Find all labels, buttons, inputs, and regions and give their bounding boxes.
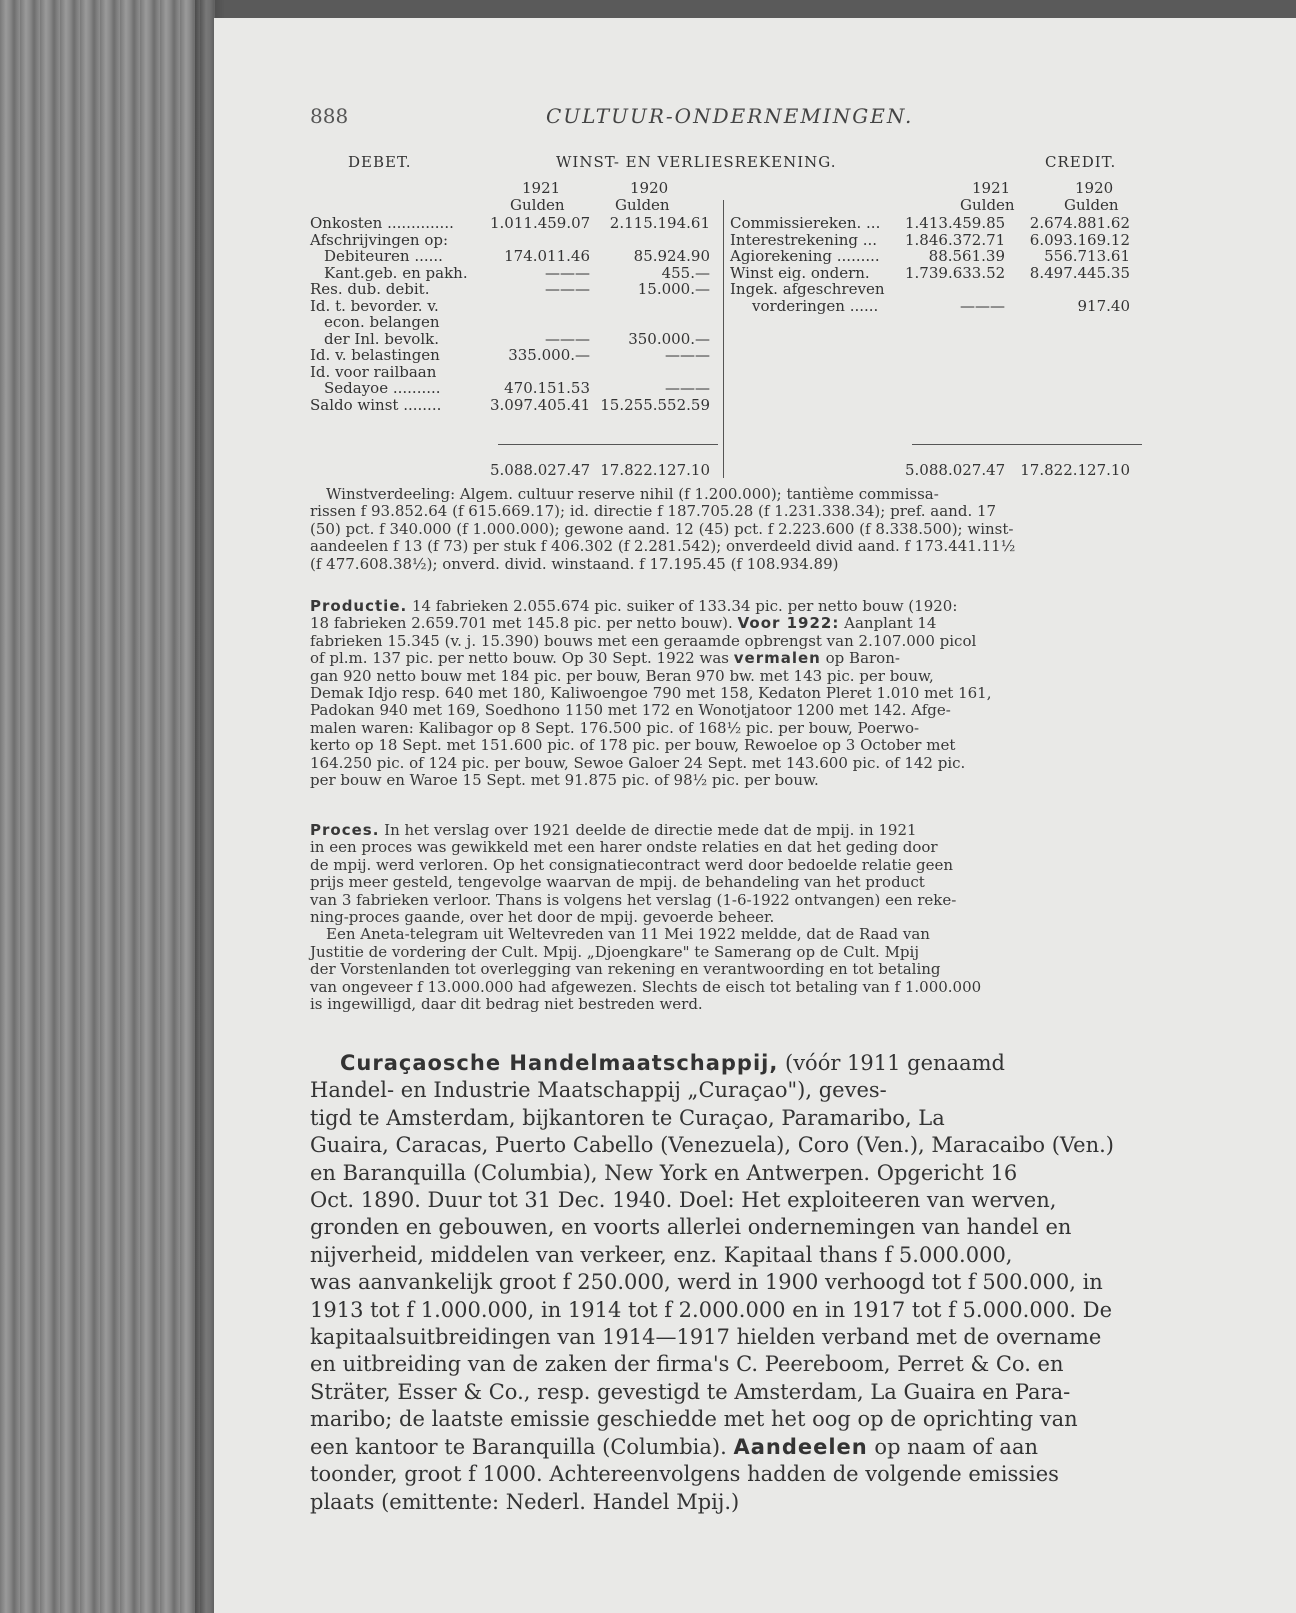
curacao-paragraph: Curaçaosche Handelmaatschappij, (vóór 1911 genaamd Handel- en Industrie Maatschappij „Curaçao"), geves- tigd te Amsterdam, bijkantoren te Curaçao, Paramaribo, La Guaira, Caracas, Puerto Cabello (Venezuela), Coro (Ven.), Maracaibo (Ven.) en Baranquilla (Columbia), New York en Antwerpen. Opgericht 16 Oct. 1890. Duur tot 31 Dec. 1940. Doel: Het exploiteeren van werven, gronden en gebouwen, en voorts allerlei ondernemingen van handel en nijverheid, middelen van verkeer, enz. Kapitaal thans f 5.000.000, was aanvankelijk groot f 250.000, werd in 1900 verhoogd tot f 500.000, in 1913 tot f 1.000.000, in 1914 tot f 2.000.000 en in 1917 tot f 5.000.000. De kapitaalsuitbreidingen van 1914—1917 hielden verband met de overname en uitbreiding van de zaken der firma's C. Peereboom, Perret & Co. en Sträter, Esser & Co., resp. gevestigd te Amsterdam, La Guaira en Para- maribo; de laatste emissie geschiedde met het oog op de oprichting van een kantoor te Baranquilla (Columbia). Aandeelen op naam of aan toonder, groot f 1000. Achtereenvolgens hadden de volgende emissies plaats (emittente: Nederl. Handel Mpij.) xyxy=(310,1051,1114,1514)
debit-unit-1921: Gulden xyxy=(510,196,565,214)
debit-year-1921: 1921 xyxy=(522,179,561,197)
debit-label: DEBET. xyxy=(348,153,412,171)
debit-row-1920: 85.924.90 xyxy=(633,247,710,265)
credit-row-1921: ——— xyxy=(960,296,1005,315)
table-title: WINST- EN VERLIESREKENING. xyxy=(556,153,837,171)
debit-row-1920: ——— xyxy=(665,346,710,364)
credit-row-label: Interestrekening ... xyxy=(730,230,878,249)
credit-sum-line xyxy=(912,444,1142,445)
winstverdeeling-line: (f 477.608.38½); onverd. divid. winstaand. f 17.195.45 (f 108.934.89) xyxy=(310,554,839,573)
running-head: CULTUUR-ONDERNEMINGEN. xyxy=(546,104,914,128)
winstverdeeling-line: Winstverdeeling: Algem. cultuur reserve nihil (f 1.200.000); tantième commissa- xyxy=(326,485,939,503)
credit-total-1921: 5.088.027.47 xyxy=(905,461,1006,479)
credit-unit-1921: Gulden xyxy=(960,196,1015,214)
page-number: 888 xyxy=(310,104,349,128)
debit-total-1921: 5.088.027.47 xyxy=(490,461,591,479)
debit-row-1920: 15.255.552.59 xyxy=(600,395,710,414)
winstverdeeling-line: rissen f 93.852.64 (f 615.669.17); id. directie f 187.705.28 (f 1.231.338.34); pref. aand. 17 xyxy=(310,502,997,521)
debit-row-1921: 335.000.— xyxy=(508,346,590,364)
debit-row-label: Debiteuren ...... xyxy=(324,247,443,265)
credit-year-1921: 1921 xyxy=(972,179,1011,197)
proces-heading: Proces. xyxy=(310,821,380,839)
credit-row-label: Commissiereken. ... xyxy=(730,214,881,232)
debit-row-1920: 455.— xyxy=(661,263,710,282)
debit-row-1921: 470.151.53 xyxy=(504,379,590,397)
book-binding xyxy=(0,0,215,1613)
debit-unit-1920: Gulden xyxy=(615,196,670,214)
credit-row-label: Ingek. afgeschreven xyxy=(730,280,885,298)
debit-row-label: Afschrijvingen op: xyxy=(310,230,449,249)
debit-row-label: der Inl. bevolk. xyxy=(324,329,439,348)
credit-row-label: Winst eig. ondern. xyxy=(730,263,870,282)
credit-row-1920: 556.713.61 xyxy=(1044,247,1130,265)
debit-row-1921: ——— xyxy=(545,280,590,298)
credit-row-label: vorderingen ...... xyxy=(752,296,879,315)
debit-row-1920: ——— xyxy=(665,379,710,397)
productie-paragraph: Productie. 14 fabrieken 2.055.674 pic. suiker of 133.34 pic. per netto bouw (1920: 18 fabrieken 2.659.701 met 145.8 pic. per netto bouw). Voor 1922: Aanplant 14 fabrieken 15.345 (v. j. 15.390) bouws met een geraamde opbrengst van 2.107.000 picol of pl.m. 137 pic. per netto bouw. Op 30 Sept. 1922 was vermalen op Baron- gan 920 netto bouw met 184 pic. per bouw, Beran 970 bw. met 143 pic. per bouw, Demak Idjo resp. 640 met 180, Kaliwoengoe 790 met 158, Kedaton Pleret 1.010 met 161, Padokan 940 met 169, Soedhono 1150 met 172 en Wonotjatoor 1200 met 142. Afge- malen waren: Kalibagor op 8 Sept. 176.500 pic. of 168½ pic. per bouw, Poerwo- kerto op 18 Sept. met 151.600 pic. of 178 pic. per bouw, Rewoeloe op 3 October met 164.250 pic. of 124 pic. per bouw, Sewoe Galoer 24 Sept. met 143.600 pic. of 142 pic. per bouw en Waroe 15 Sept. met 91.875 pic. of 98½ pic. per bouw. xyxy=(310,597,992,790)
debit-row-label: Sedayoe .......... xyxy=(324,379,441,397)
debit-row-1920: 350.000.— xyxy=(628,329,710,348)
vermalen-label: vermalen xyxy=(733,649,821,668)
credit-row-1920: 8.497.445.35 xyxy=(1029,263,1130,282)
credit-row-1920: 6.093.169.12 xyxy=(1029,230,1130,249)
debit-row-1921: 174.011.46 xyxy=(504,247,590,265)
debit-row-1921: 1.011.459.07 xyxy=(490,214,591,232)
credit-unit-1920: Gulden xyxy=(1064,196,1119,214)
debit-row-label: Id. v. belastingen xyxy=(310,346,440,364)
aandeelen-label: Aandeelen xyxy=(733,1434,868,1459)
debit-row-1921: ——— xyxy=(545,263,590,282)
credit-row-1921: 1.846.372.71 xyxy=(905,230,1006,249)
credit-row-1921: 1.413.459.85 xyxy=(905,214,1006,232)
table-divider xyxy=(723,200,724,478)
debit-year-1920: 1920 xyxy=(630,179,669,197)
debit-row-label: Saldo winst ........ xyxy=(310,395,442,414)
credit-row-label: Agiorekening ......... xyxy=(730,247,880,265)
credit-total-1920: 17.822.127.10 xyxy=(1020,461,1130,479)
curacao-heading: Curaçaosche Handelmaatschappij, xyxy=(340,1051,779,1075)
debit-row-label: Id. t. bevorder. v. xyxy=(310,296,439,315)
credit-row-1920: 917.40 xyxy=(1077,296,1130,315)
credit-row-1921: 88.561.39 xyxy=(928,247,1005,265)
debit-sum-line xyxy=(498,444,718,445)
credit-year-1920: 1920 xyxy=(1075,179,1114,197)
account-table xyxy=(310,154,1150,484)
credit-label: CREDIT. xyxy=(1045,153,1117,171)
winstverdeeling-line: aandeelen f 13 (f 73) per stuk f 406.302 (f 2.281.542); onverdeeld divid aand. f 173.441.11½ xyxy=(310,537,1016,556)
proces-paragraph: Proces. In het verslag over 1921 deelde de directie mede dat de mpij. in 1921 in een proces was gewikkeld met een harer ondste relaties en dat het geding door de mpij. werd verloren. Op het consignatiecontract werd door bedoelde relatie geen prijs meer gesteld, tengevolge waarvan de mpij. de behandeling van het product van 3 fabrieken verloor. Thans is volgens het verslag (1-6-1922 ontvangen) een reke- ning-proces gaande, over het door de mpij. gevoerde beheer. Een Aneta-telegram uit Weltevreden van 11 Mei 1922 meldde, dat de Raad van Justitie de vordering der Cult. Mpij. „Djoengkare" te Samerang op de Cult. Mpij der Vorstenlanden tot overlegging van rekening en verantwoording en tot betaling van ongeveer f 13.000.000 had afgewezen. Slechts de eisch tot betaling van f 1.000.000 is ingewilligd, daar dit bedrag niet bestreden werd. xyxy=(310,821,982,1014)
page xyxy=(214,18,1296,1613)
debit-total-1920: 17.822.127.10 xyxy=(600,461,710,479)
debit-row-1921: ——— xyxy=(545,329,590,348)
debit-row-1921: 3.097.405.41 xyxy=(490,395,591,414)
debit-row-1920: 15.000.— xyxy=(637,280,710,298)
winstverdeeling-line: (50) pct. f 340.000 (f 1.000.000); gewone aand. 12 (45) pct. f 2.223.600 (f 8.338.500); winst- xyxy=(310,519,1014,538)
productie-heading: Productie. xyxy=(310,597,408,615)
credit-row-1921: 1.739.633.52 xyxy=(905,263,1006,282)
debit-row-1920: 2.115.194.61 xyxy=(609,214,710,232)
debit-row-label: Kant.geb. en pakh. xyxy=(324,263,468,282)
debit-row-label: Onkosten .............. xyxy=(310,214,454,232)
credit-row-1920: 2.674.881.62 xyxy=(1029,214,1130,232)
debit-row-label: Id. voor railbaan xyxy=(310,362,437,381)
voor-1922-label: Voor 1922: xyxy=(737,614,840,633)
winstverdeeling-paragraph xyxy=(310,486,1140,573)
debit-row-label: Res. dub. debit. xyxy=(310,280,430,298)
debit-row-label: econ. belangen xyxy=(324,313,440,331)
